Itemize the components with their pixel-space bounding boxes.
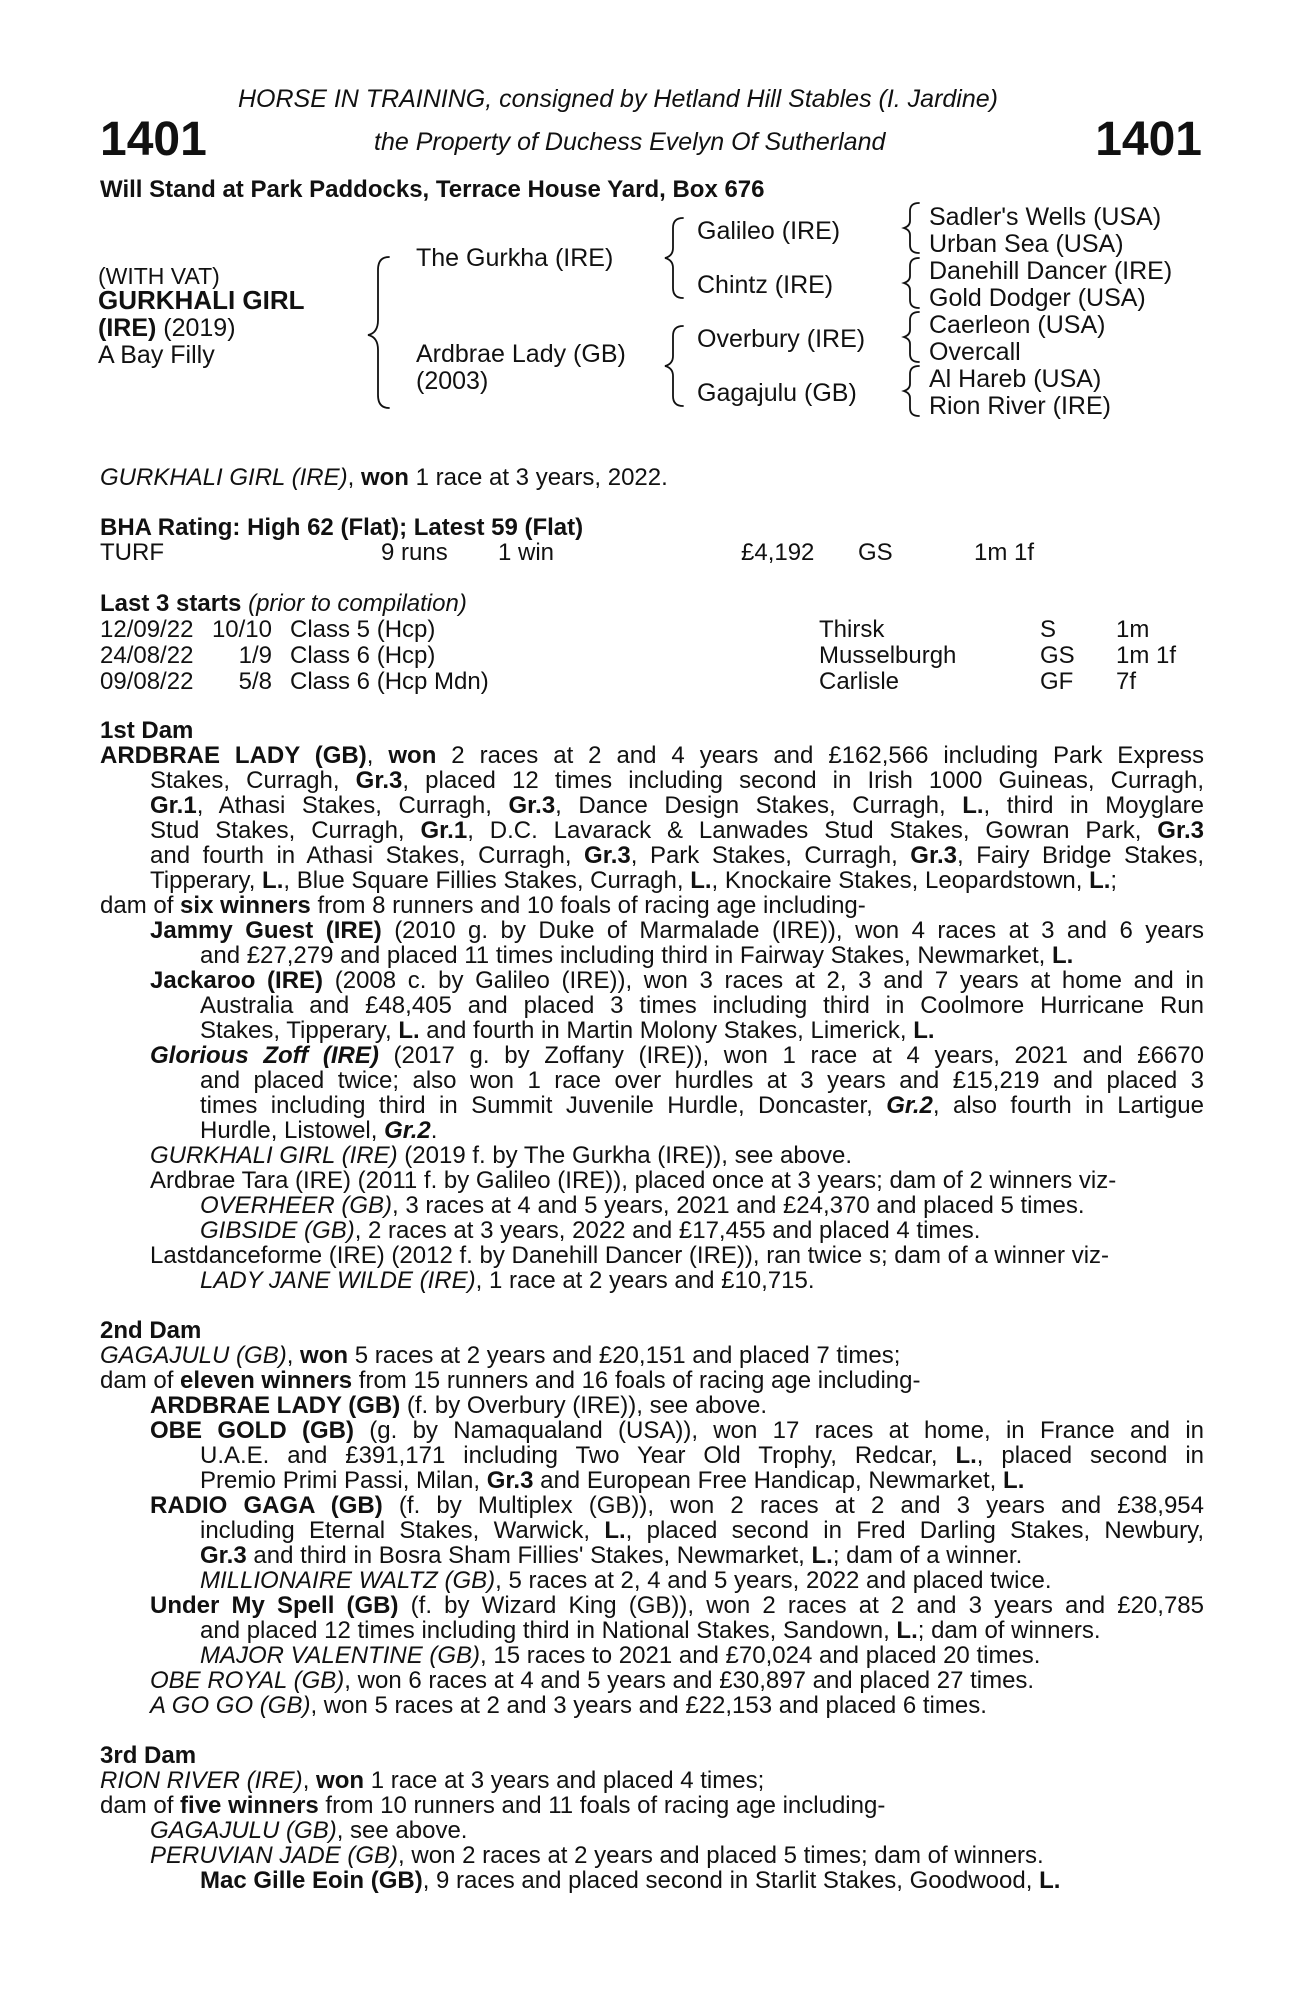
dam-sire-sire: Caerleon (USA) — [929, 311, 1106, 339]
first-dam-line — [150, 843, 1204, 869]
rating-prize: £4,192 — [741, 539, 815, 566]
progeny-name: MILLIONAIRE WALTZ (GB) — [200, 1567, 496, 1594]
second-dam-line — [100, 1368, 920, 1394]
rating-wins: 1 win — [498, 539, 555, 566]
first-dam-line — [150, 868, 1117, 894]
last-starts-title — [100, 590, 467, 618]
progeny-name: PERUVIAN JADE (GB) — [150, 1842, 399, 1869]
text: times including third in Summit Juvenile Hurdle, Doncaster, — [200, 1092, 887, 1119]
text: and £27,279 and placed 11 times including third in Fairway Stakes, Newmarket, — [200, 942, 1053, 969]
winners-count: five winners — [180, 1792, 319, 1819]
grade: L. — [811, 1542, 833, 1569]
text: , — [286, 1342, 301, 1369]
text: Premio Primi Passi, Milan, — [200, 1467, 487, 1494]
text: and fourth in Athasi Stakes, Curragh, — [150, 842, 585, 869]
second-dam-line — [150, 1593, 1204, 1619]
text: 2 races at 2 and 4 years and £162,566 including Park Express — [436, 742, 1205, 769]
text: , 3 races at 4 and 5 years, 2021 and £24,370 and placed 5 times. — [392, 1192, 1085, 1219]
text: Stakes, Tipperary, — [200, 1017, 399, 1044]
grade: L. — [1052, 942, 1074, 969]
second-dam-line — [200, 1468, 1024, 1494]
start-course: Musselburgh — [819, 642, 957, 669]
property-line: the Property of Duchess Evelyn Of Sutherland — [374, 128, 886, 156]
start-course: Thirsk — [819, 616, 885, 643]
text: (2017 g. by Zoffany (IRE)), won 1 race at 4 years, 2021 and £6670 — [378, 1042, 1205, 1069]
rating-title: BHA Rating: High 62 (Flat); Latest 59 (Flat) — [100, 514, 584, 541]
grade: Gr.3 — [910, 842, 957, 869]
text: , 2 races at 3 years, 2022 and £17,455 and placed 4 times. — [354, 1217, 981, 1244]
start-date: 24/08/22 — [100, 642, 194, 669]
second-dam-line — [150, 1393, 767, 1419]
dam-sire-dam: Overcall — [929, 338, 1021, 366]
progeny-name: Under My Spell (GB) — [150, 1592, 399, 1619]
first-dam-line — [100, 893, 866, 919]
text: (2010 g. by Duke of Marmalade (IRE)), won 4 races at 3 and 6 years — [381, 917, 1204, 944]
sire-sire: Galileo (IRE) — [697, 217, 841, 245]
consignment-line: HORSE IN TRAINING, consigned by Hetland Hill Stables (I. Jardine) — [238, 85, 998, 113]
grade: Gr.2 — [886, 1092, 933, 1119]
start-going: S — [1040, 616, 1057, 643]
start-position: 10/10 — [211, 616, 272, 643]
sire-dam-dam: Gold Dodger (USA) — [929, 284, 1146, 312]
grade: L. — [1089, 867, 1111, 894]
text: (f. by Wizard King (GB)), won 2 races at 2 and 3 years and £20,785 — [398, 1592, 1204, 1619]
vat-label: (WITH VAT) — [98, 263, 220, 289]
text: 5 races at 2 years and £20,151 and placed 7 times; — [348, 1342, 901, 1369]
first-dam-heading: 1st Dam — [100, 717, 194, 744]
progeny-name: RADIO GAGA (GB) — [150, 1492, 383, 1519]
text: dam of — [100, 892, 181, 919]
text: 1 race at 3 years and placed 4 times; — [364, 1767, 765, 1794]
third-dam-line — [150, 1818, 467, 1844]
grade: L. — [398, 1017, 420, 1044]
dam-sire: Overbury (IRE) — [697, 325, 866, 353]
first-dam-line — [150, 968, 1204, 994]
start-class: Class 5 (Hcp) — [290, 616, 436, 643]
text: ; — [1110, 867, 1118, 894]
progeny-name: OBE ROYAL (GB) — [150, 1667, 345, 1694]
grade: Gr.3 — [486, 1467, 534, 1494]
second-dam-heading: 2nd Dam — [100, 1317, 202, 1344]
text: ; dam of winners. — [917, 1617, 1101, 1644]
dam-year: (2003) — [416, 367, 489, 395]
first-dam-line — [200, 1268, 815, 1294]
text: and fourth in Martin Molony Stakes, Limerick, — [419, 1017, 914, 1044]
sire-dam: Chintz (IRE) — [697, 271, 834, 299]
rating-going: GS — [858, 539, 893, 566]
second-dam-line — [150, 1668, 1034, 1694]
grade: Gr.2 — [384, 1117, 431, 1144]
dam-name: ARDBRAE LADY (GB) — [100, 742, 367, 769]
grade: L. — [896, 1617, 918, 1644]
progeny-name: OBE GOLD (GB) — [150, 1417, 354, 1444]
text: U.A.E. and £391,171 including Two Year Old Trophy, Redcar, — [200, 1442, 956, 1469]
start-position: 1/9 — [238, 642, 272, 669]
text: from 10 runners and 11 foals of racing age including- — [318, 1792, 886, 1819]
third-dam-line — [100, 1768, 764, 1794]
first-dam-line — [150, 793, 1204, 819]
text: , 9 races and placed second in Starlit Stakes, Goodwood, — [422, 1867, 1040, 1894]
text: , third in Moyglare — [983, 792, 1204, 819]
first-dam-line — [200, 1018, 935, 1044]
grade: Gr.3 — [200, 1542, 247, 1569]
lot-number-right: 1401 — [1095, 113, 1202, 166]
winners-count: six winners — [180, 892, 311, 919]
horse-year: (2019) — [156, 314, 236, 342]
progeny-name: A GO GO (GB) — [150, 1692, 311, 1719]
grade: L. — [262, 867, 284, 894]
won-label: won — [388, 742, 437, 769]
text: , Blue Square Fillies Stakes, Curragh, — [283, 867, 691, 894]
first-dam-line — [200, 993, 1204, 1019]
text: Ardbrae Tara (IRE) (2011 f. by Galileo (IRE)), placed once at 3 years; dam of 2 winners viz- — [150, 1167, 1117, 1194]
sire-dam-sire: Danehill Dancer (IRE) — [929, 257, 1173, 285]
race-summary — [100, 464, 668, 492]
first-dam-line — [150, 768, 1204, 794]
stand-line: Will Stand at Park Paddocks, Terrace House Yard, Box 676 — [100, 176, 765, 203]
second-dam-line — [100, 1343, 900, 1369]
grade: L. — [962, 792, 984, 819]
grade: L. — [690, 867, 712, 894]
grade: Gr.3 — [508, 792, 556, 819]
text: (g. by Namaqualand (USA)), won 17 races at home, in France and in — [353, 1417, 1205, 1444]
text: Hurdle, Listowel, — [200, 1117, 385, 1144]
progeny-name: MAJOR VALENTINE (GB) — [200, 1642, 481, 1669]
text: , won 6 races at 4 and 5 years and £30,897 and placed 27 times. — [344, 1667, 1035, 1694]
text: ; dam of a winner. — [832, 1542, 1023, 1569]
text: (f. by Overbury (IRE)), see above. — [400, 1392, 768, 1419]
text: and placed 12 times including third in National Stakes, Sandown, — [200, 1617, 897, 1644]
third-dam-heading: 3rd Dam — [100, 1742, 197, 1769]
grade: Gr.3 — [584, 842, 631, 869]
first-dam-line — [150, 1143, 852, 1169]
first-dam-line — [200, 1193, 1085, 1219]
text: (2008 c. by Galileo (IRE)), won 3 races at 2, 3 and 7 years at home and in — [323, 967, 1205, 994]
third-dam-line — [200, 1868, 1060, 1894]
first-dam-line — [150, 1043, 1204, 1069]
dam-name: RION RIVER (IRE) — [100, 1767, 303, 1794]
start-distance: 1m — [1116, 616, 1150, 643]
progeny-name: LADY JANE WILDE (IRE) — [200, 1267, 476, 1294]
grade: L. — [1003, 1467, 1025, 1494]
first-dam-line — [200, 1218, 980, 1244]
second-dam-line — [200, 1618, 1101, 1644]
sire: The Gurkha (IRE) — [416, 244, 614, 272]
dam: Ardbrae Lady (GB) — [416, 340, 626, 368]
text: , placed 12 times including second in Irish 1000 Guineas, Curragh, — [402, 767, 1205, 794]
horse-name: GURKHALI GIRL — [98, 285, 305, 315]
text: and European Free Handicap, Newmarket, — [533, 1467, 1004, 1494]
progeny-name: Jammy Guest (IRE) — [150, 917, 382, 944]
second-dam-line — [150, 1493, 1204, 1519]
text: from 8 runners and 10 foals of racing age including- — [310, 892, 866, 919]
dam-dam: Gagajulu (GB) — [697, 379, 857, 407]
text: Lastdanceforme (IRE) (2012 f. by Danehill Dancer (IRE)), ran twice s; dam of a winner viz- — [150, 1242, 1110, 1269]
text: Stakes, Curragh, — [150, 767, 356, 794]
text: and placed twice; also won 1 race over hurdles at 3 years and £15,219 and placed 3 — [200, 1067, 1204, 1094]
winners-count: eleven winners — [180, 1367, 353, 1394]
second-dam-line — [200, 1543, 1022, 1569]
text: , — [366, 742, 389, 769]
grade: Gr.1 — [420, 817, 468, 844]
last-starts-note: (prior to compilation) — [241, 590, 467, 617]
rating-runs: 9 runs — [381, 539, 448, 566]
start-distance: 7f — [1116, 668, 1137, 695]
text: , placed second in Fred Darling Stakes, Newbury, — [625, 1517, 1205, 1544]
first-dam-line — [200, 1118, 437, 1144]
start-course: Carlisle — [819, 668, 900, 695]
second-dam-line — [150, 1693, 987, 1719]
second-dam-line — [200, 1568, 1052, 1594]
text: Tipperary, — [150, 867, 263, 894]
text: , Dance Design Stakes, Curragh, — [555, 792, 963, 819]
sire-sire-dam: Urban Sea (USA) — [929, 230, 1124, 258]
second-dam-line — [200, 1643, 1040, 1669]
dam-name: GAGAJULU (GB) — [100, 1342, 287, 1369]
third-dam-line — [150, 1843, 1044, 1869]
lot-number-left: 1401 — [100, 113, 207, 166]
grade: Gr.3 — [355, 767, 403, 794]
text: , won 2 races at 2 years and placed 5 times; dam of winners. — [398, 1842, 1044, 1869]
progeny-name: ARDBRAE LADY (GB) — [150, 1392, 401, 1419]
first-dam-line — [150, 1243, 1109, 1269]
rating-surface: TURF — [100, 539, 164, 566]
summary-comma: , — [347, 464, 361, 491]
text: , Knockaire Stakes, Leopardstown, — [711, 867, 1090, 894]
won-label: won — [300, 1342, 349, 1369]
summary-rest: 1 race at 3 years, 2022. — [408, 464, 668, 491]
summary-name: GURKHALI GIRL (IRE) — [100, 464, 348, 491]
third-dam-line — [100, 1793, 885, 1819]
start-position: 5/8 — [238, 668, 272, 695]
dam-dam-dam: Rion River (IRE) — [929, 392, 1111, 420]
text: , 1 race at 2 years and £10,715. — [475, 1267, 815, 1294]
second-dam-line — [150, 1418, 1204, 1444]
start-distance: 1m 1f — [1116, 642, 1177, 669]
second-dam-line — [200, 1443, 1204, 1469]
first-dam-line — [200, 1093, 1204, 1119]
start-class: Class 6 (Hcp Mdn) — [290, 668, 489, 695]
dam-dam-sire: Al Hareb (USA) — [929, 365, 1102, 393]
text: Stud Stakes, Curragh, — [150, 817, 421, 844]
grade: Gr.3 — [1157, 817, 1204, 844]
text: , won 5 races at 2 and 3 years and £22,153 and placed 6 times. — [310, 1692, 987, 1719]
first-dam-line — [150, 1168, 1116, 1194]
progeny-name: GAGAJULU (GB) — [150, 1817, 337, 1844]
last-starts-heading: Last 3 starts — [100, 590, 242, 617]
progeny-name: GURKHALI GIRL (IRE) — [150, 1142, 398, 1169]
rating-distance: 1m 1f — [974, 539, 1035, 566]
grade: L. — [955, 1442, 977, 1469]
first-dam-line — [100, 743, 1204, 769]
progeny-name: Mac Gille Eoin (GB) — [200, 1867, 423, 1894]
grade: L. — [913, 1017, 935, 1044]
won-label: won — [316, 1767, 365, 1794]
text: , — [302, 1767, 317, 1794]
progeny-name: OVERHEER (GB) — [200, 1192, 393, 1219]
start-going: GS — [1040, 642, 1075, 669]
text: Australia and £48,405 and placed 3 times including third in Coolmore Hurricane Run — [200, 992, 1204, 1019]
start-going: GF — [1040, 668, 1074, 695]
horse-country: (IRE) — [98, 314, 157, 342]
progeny-name: GIBSIDE (GB) — [200, 1217, 355, 1244]
progeny-name: Glorious Zoff (IRE) — [150, 1042, 379, 1069]
first-dam-line — [150, 818, 1204, 844]
start-class: Class 6 (Hcp) — [290, 642, 436, 669]
second-dam-line — [200, 1518, 1204, 1544]
progeny-name: Jackaroo (IRE) — [150, 967, 324, 994]
text: , also fourth in Lartigue — [932, 1092, 1204, 1119]
grade: Gr.1 — [150, 792, 197, 819]
horse-description: A Bay Filly — [98, 341, 215, 369]
first-dam-line — [200, 1068, 1204, 1094]
first-dam-line — [200, 943, 1073, 969]
text: , see above. — [336, 1817, 468, 1844]
text: (2019 f. by The Gurkha (IRE)), see above. — [397, 1142, 853, 1169]
text: including Eternal Stakes, Warwick, — [200, 1517, 605, 1544]
text: , D.C. Lavarack & Lanwades Stud Stakes, Gowran Park, — [467, 817, 1158, 844]
text: and third in Bosra Sham Fillies' Stakes, Newmarket, — [246, 1542, 812, 1569]
text: . — [430, 1117, 438, 1144]
text: dam of — [100, 1792, 181, 1819]
text: , 5 races at 2, 4 and 5 years, 2022 and placed twice. — [495, 1567, 1052, 1594]
grade: L. — [604, 1517, 626, 1544]
summary-won: won — [360, 464, 409, 491]
text: , Park Stakes, Curragh, — [630, 842, 911, 869]
start-date: 09/08/22 — [100, 668, 194, 695]
start-date: 12/09/22 — [100, 616, 194, 643]
text: , placed second in — [976, 1442, 1204, 1469]
grade: L. — [1039, 1867, 1061, 1894]
text: from 15 runners and 16 foals of racing age including- — [352, 1367, 921, 1394]
text: dam of — [100, 1367, 181, 1394]
text: , Fairy Bridge Stakes, — [957, 842, 1204, 869]
text: (f. by Multiplex (GB)), won 2 races at 2 and 3 years and £38,954 — [382, 1492, 1204, 1519]
text: , 15 races to 2021 and £70,024 and placed 20 times. — [480, 1642, 1041, 1669]
first-dam-line — [150, 918, 1204, 944]
sire-sire-sire: Sadler's Wells (USA) — [929, 203, 1162, 231]
text: , Athasi Stakes, Curragh, — [196, 792, 509, 819]
